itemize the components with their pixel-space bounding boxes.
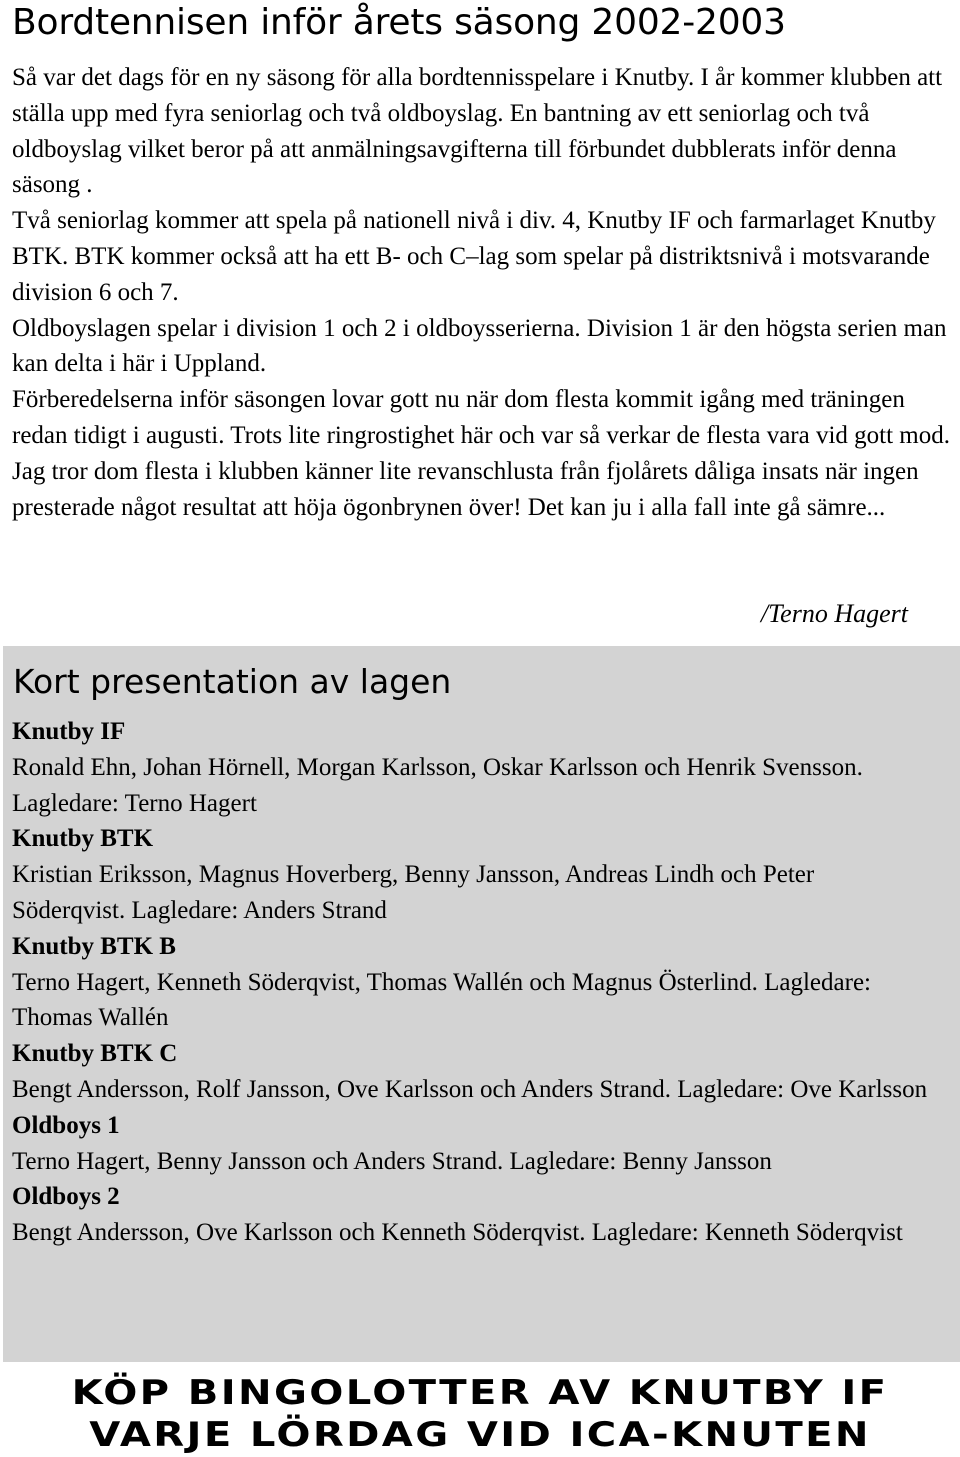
article-paragraph-1: Så var det dags för en ny säsong för alla bordtennisspelare i Knutby. I år kommer klubben att ställa upp med fyra seniorlag och två oldboyslag. En bantning av ett seniorlag och två oldboyslag vilket beror på att anmälningsavgifterna till förbundet dubblerats inför denna säsong . [12,64,943,199]
article-paragraph-3: Oldboyslagen spelar i division 1 och 2 i oldboysserierna. Division 1 är den högsta serien man kan delta i här i Uppland. [12,314,947,378]
team-name-knutby-btk-c: Knutby BTK C [12,1040,178,1068]
article-title: Bordtennisen inför årets säsong 2002-2003 [12,2,786,43]
advert-line-2: VARJE LÖRDAG VID ICA-KNUTEN [89,1415,871,1455]
team-members-oldboys-1: Terno Hagert, Benny Jansson och Anders Strand. Lagledare: Benny Jansson [12,1147,772,1175]
team-name-knutby-btk: Knutby BTK [12,825,154,853]
article-paragraph-2: Två seniorlag kommer att spela på nationell nivå i div. 4, Knutby IF och farmarlaget Knutby BTK. BTK kommer också att ha ett B- och C–lag som spelar på distriktsnivå i motsvarande division 6 och 7. [12,207,936,306]
team-presentation-box [3,646,960,1362]
bingo-advertisement [0,1372,960,1456]
team-members-knutby-if: Ronald Ehn, Johan Hörnell, Morgan Karlsson, Oskar Karlsson och Henrik Svensson. Lagledare: Terno Hagert [12,753,863,817]
author-signature: /Terno Hagert [760,599,908,628]
team-members-knutby-btk: Kristian Eriksson, Magnus Hoverberg, Benny Jansson, Andreas Lindh och Peter Söderqvist. Lagledare: Anders Strand [12,861,815,924]
team-members-oldboys-2: Bengt Andersson, Ove Karlsson och Kenneth Söderqvist. Lagledare: Kenneth Söderqvist [12,1219,903,1247]
team-name-knutby-btk-b: Knutby BTK B [12,932,176,960]
advert-line-1: KÖP BINGOLOTTER AV KNUTBY IF [71,1373,889,1413]
article-body [12,60,952,525]
article-paragraph-4: Förberedelserna inför säsongen lovar gott nu när dom flesta kommit igång med träningen redan tidigt i augusti. Trots lite ringrostighet här och var så verkar de flesta vara vid gott mod. Jag tror dom flesta i klubben känner lite revanschlusta från fjolårets dåliga insats när ingen presterade något resultat att höja ögonbrynen över! Det kan ju i alla fall inte gå sämre... [12,386,950,521]
team-name-oldboys-2: Oldboys 2 [12,1183,120,1211]
team-name-knutby-if: Knutby IF [12,718,126,745]
team-name-oldboys-1: Oldboys 1 [12,1111,120,1139]
team-presentation-heading: Kort presentation av lagen [13,662,452,701]
team-list [12,714,932,1251]
team-members-knutby-btk-b: Terno Hagert, Kenneth Söderqvist, Thomas Wallén och Magnus Österlind. Lagledare: Thomas Wallén [12,968,871,1032]
team-members-knutby-btk-c: Bengt Andersson, Rolf Jansson, Ove Karlsson och Anders Strand. Lagledare: Ove Karlsson [12,1075,928,1103]
